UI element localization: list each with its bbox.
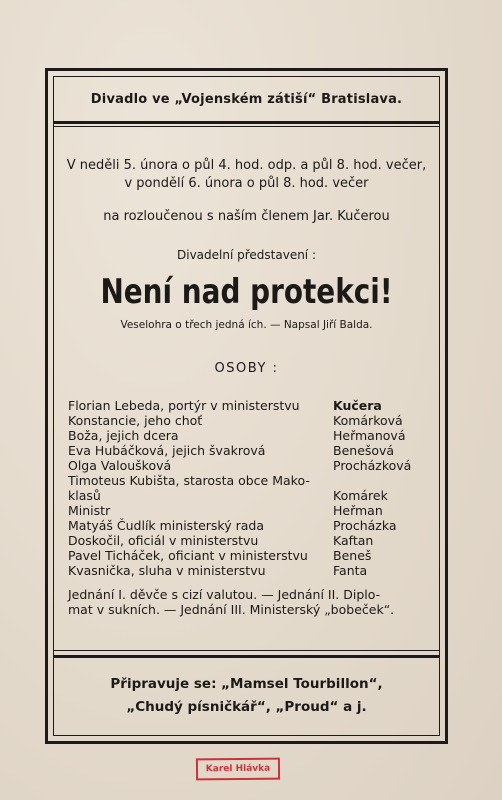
cast-actor: Kučera xyxy=(333,398,382,413)
theatre-header: Divadlo ve „Vojenském zátiší“ Bratislava. xyxy=(90,92,403,107)
farewell-line: na rozloučenou s naším členem Jar. Kučerou xyxy=(103,209,390,224)
cast-role: Ministr xyxy=(68,503,111,518)
schedule-line-2: v pondělí 6. února o půl 8. hod. večer xyxy=(124,176,369,191)
play-subtitle: Veselohra o třech jedná ích. — Napsal Jiří Balda. xyxy=(120,319,373,331)
upcoming-line-2: „Chudý písničkář“, „Proud“ a j. xyxy=(126,699,367,715)
cast-role: Kvasnička, sluha v ministerstvu xyxy=(68,563,266,578)
divider xyxy=(53,650,440,651)
cast-role: Matyáš Čudlík ministerský rada xyxy=(68,518,264,533)
cast-actor: Procházka xyxy=(333,518,397,533)
cast-role: Olga Valoušková xyxy=(68,458,172,473)
cast-actor: Fanta xyxy=(333,563,368,578)
schedule-line-1: V neděli 5. února o půl 4. hod. odp. a půl 8. hod. večer, xyxy=(66,158,427,173)
divider xyxy=(53,121,440,124)
cast-heading: OSOBY : xyxy=(214,361,279,376)
cast-actor: Kaftan xyxy=(333,533,374,548)
acts-line-2: mat v sukních. — Jednání III. Ministerský „bobeček“. xyxy=(68,602,395,617)
cast-role: Doskočil, oficiál v ministerstvu xyxy=(68,533,259,548)
owner-stamp: Karel Hlávka xyxy=(196,758,280,781)
cast-role: Florian Lebeda, portýr v ministerstvu xyxy=(68,398,300,413)
cast-role: Eva Hubáčková, jejich švakrová xyxy=(68,443,266,458)
divider xyxy=(53,655,440,658)
cast-role: klasů xyxy=(68,488,101,503)
cast-role: Boža, jejich dcera xyxy=(68,428,179,443)
cast-role: Timoteus Kubišta, starosta obce Mako- xyxy=(68,473,310,488)
upcoming-line-1: Připravuje se: „Mamsel Tourbillon“, xyxy=(110,676,383,692)
cast-actor: Benešová xyxy=(333,443,395,458)
cast-actor: Heřmanová xyxy=(333,428,406,443)
cast-role: Pavel Ticháček, oficiant v ministerstvu xyxy=(68,548,308,563)
cast-role: Konstancie, jeho choť xyxy=(68,413,203,428)
divider xyxy=(53,126,440,127)
play-title: Není nad protekci! xyxy=(100,272,393,312)
cast-actor: Procházková xyxy=(333,458,412,473)
cast-actor: Beneš xyxy=(333,548,372,563)
acts-line-1: Jednání I. děvče s cizí valutou. — Jednání II. Diplo- xyxy=(68,587,381,602)
performance-label: Divadelní představení : xyxy=(177,248,316,262)
cast-actor: Komárek xyxy=(333,488,388,503)
cast-actor: Komárková xyxy=(333,413,403,428)
cast-actor: Heřman xyxy=(333,503,383,518)
